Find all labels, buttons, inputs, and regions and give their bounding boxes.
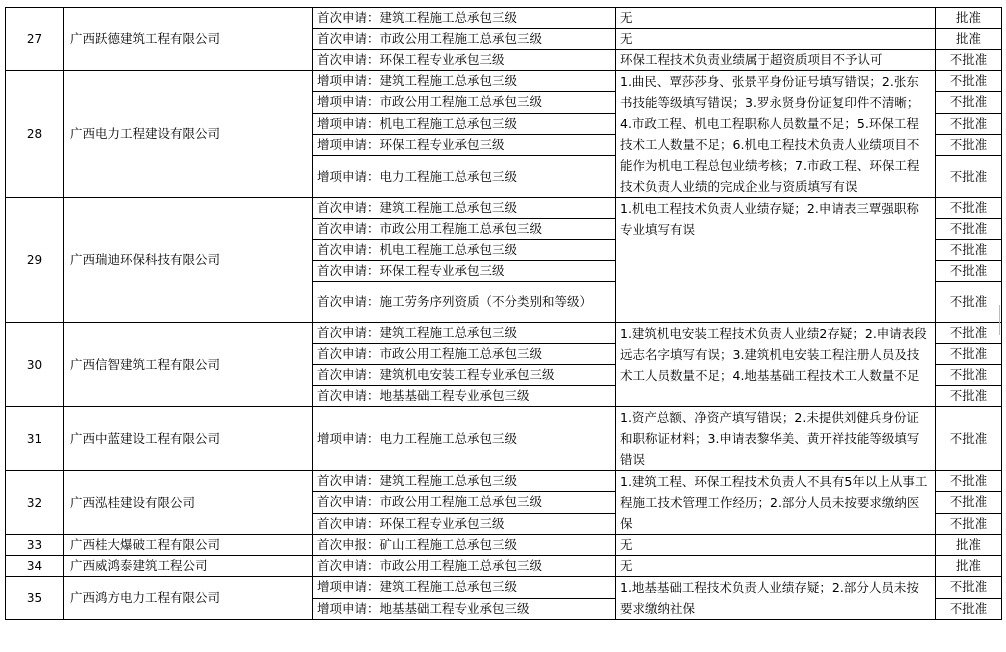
result-badge: 不批准 <box>936 134 1002 155</box>
application-item: 增项申请：建筑工程施工总承包三级 <box>313 577 616 599</box>
table-row <box>6 471 1002 492</box>
result-badge: 不批准 <box>936 323 1002 344</box>
application-item: 首次申请：机电工程施工总承包三级 <box>313 240 616 261</box>
application-item: 增项申请：地基基础工程专业承包三级 <box>313 598 616 620</box>
table-row <box>6 556 1002 577</box>
result-badge: 不批准 <box>936 598 1002 620</box>
row-number: 33 <box>6 535 64 556</box>
application-item: 增项申请：市政公用工程施工总承包三级 <box>313 92 616 113</box>
application-item: 首次申请：地基基础工程专业承包三级 <box>313 386 616 407</box>
row-number: 31 <box>6 407 64 471</box>
company-name: 广西跃德建筑工程有限公司 <box>64 8 313 71</box>
review-opinion: 1.地基基础工程技术负责人业绩存疑；2.部分人员未按要求缴纳社保 <box>616 577 936 620</box>
application-item: 首次申请：建筑机电安装工程专业承包三级 <box>313 365 616 386</box>
application-item: 增项申请：电力工程施工总承包三级 <box>313 407 616 471</box>
application-item: 首次申请：市政公用工程施工总承包三级 <box>313 556 616 577</box>
result-badge: 不批准 <box>936 219 1002 240</box>
application-item: 首次申请：环保工程专业承包三级 <box>313 50 616 71</box>
company-name: 广西泓桂建设有限公司 <box>64 471 313 535</box>
company-name: 广西中蓝建设工程有限公司 <box>64 407 313 471</box>
application-item: 首次申请：环保工程专业承包三级 <box>313 261 616 282</box>
application-item: 增项申请：建筑工程施工总承包三级 <box>313 71 616 92</box>
application-item: 首次申报：矿山工程施工总承包三级 <box>313 535 616 556</box>
result-badge: 不批准 <box>936 577 1002 599</box>
application-item: 首次申请：建筑工程施工总承包三级 <box>313 198 616 219</box>
application-item: 首次申请：市政公用工程施工总承包三级 <box>313 29 616 50</box>
review-opinion: 1.机电工程技术负责人业绩存疑；2.申请表三覃强职称专业填写有误 <box>616 198 936 323</box>
row-number: 30 <box>6 323 64 407</box>
application-item: 增项申请：机电工程施工总承包三级 <box>313 113 616 134</box>
row-number: 34 <box>6 556 64 577</box>
table-row <box>6 71 1002 92</box>
application-item: 增项申请：环保工程专业承包三级 <box>313 134 616 155</box>
row-number: 27 <box>6 8 64 71</box>
result-badge: 批准 <box>936 8 1002 29</box>
application-item: 首次申请：施工劳务序列资质（不分类别和等级） <box>313 282 616 323</box>
result-badge: 不批准 <box>936 365 1002 386</box>
table-row <box>6 577 1002 599</box>
result-badge: 不批准 <box>936 407 1002 471</box>
table-row <box>6 407 1002 471</box>
result-badge: 不批准 <box>936 282 1002 323</box>
result-badge: 批准 <box>936 29 1002 50</box>
review-opinion: 无 <box>616 8 936 29</box>
application-item: 首次申请：建筑工程施工总承包三级 <box>313 323 616 344</box>
result-badge: 不批准 <box>936 471 1002 492</box>
result-badge: 批准 <box>936 556 1002 577</box>
application-item: 增项申请：电力工程施工总承包三级 <box>313 156 616 198</box>
review-opinion: 1.建筑工程、环保工程技术负责人不具有5年以上从事工程施工技术管理工作经历；2.部分人员未按要求缴纳医保 <box>616 471 936 535</box>
company-name: 广西鸿方电力工程有限公司 <box>64 577 313 620</box>
company-name: 广西信智建筑工程有限公司 <box>64 323 313 407</box>
result-badge: 不批准 <box>936 386 1002 407</box>
approval-table <box>5 7 1002 620</box>
company-name: 广西电力工程建设有限公司 <box>64 71 313 198</box>
row-number: 35 <box>6 577 64 620</box>
table-row <box>6 8 1002 29</box>
row-number: 28 <box>6 71 64 198</box>
result-badge: 不批准 <box>936 50 1002 71</box>
result-badge: 不批准 <box>936 198 1002 219</box>
result-badge: 不批准 <box>936 71 1002 92</box>
company-name: 广西威鸿泰建筑工程公司 <box>64 556 313 577</box>
application-item: 首次申请：市政公用工程施工总承包三级 <box>313 344 616 365</box>
company-name: 广西桂大爆破工程有限公司 <box>64 535 313 556</box>
application-item: 首次申请：建筑工程施工总承包三级 <box>313 471 616 492</box>
review-opinion: 环保工程技术负责业绩属于超资质项目不予认可 <box>616 50 936 71</box>
result-badge: 不批准 <box>936 240 1002 261</box>
page-edge-mark <box>999 305 1006 335</box>
result-badge: 不批准 <box>936 513 1002 534</box>
result-badge: 不批准 <box>936 261 1002 282</box>
result-badge: 不批准 <box>936 492 1002 513</box>
application-item: 首次申请：建筑工程施工总承包三级 <box>313 8 616 29</box>
application-item: 首次申请：市政公用工程施工总承包三级 <box>313 219 616 240</box>
row-number: 32 <box>6 471 64 535</box>
table-row <box>6 535 1002 556</box>
review-opinion: 无 <box>616 535 936 556</box>
table-row <box>6 323 1002 344</box>
review-opinion: 1.建筑机电安装工程技术负责人业绩2存疑；2.申请表段远志名字填写有误；3.建筑机电安装工程注册人员及技术工人员数量不足；4.地基基础工程技术工人数量不足 <box>616 323 936 407</box>
approval-table-body <box>6 8 1002 620</box>
company-name: 广西瑞迪环保科技有限公司 <box>64 198 313 323</box>
row-number: 29 <box>6 198 64 323</box>
result-badge: 批准 <box>936 535 1002 556</box>
result-badge: 不批准 <box>936 113 1002 134</box>
review-opinion: 无 <box>616 556 936 577</box>
application-item: 首次申请：环保工程专业承包三级 <box>313 513 616 534</box>
result-badge: 不批准 <box>936 92 1002 113</box>
review-opinion: 1.资产总额、净资产填写错误；2.未提供刘健兵身份证和职称证材料；3.申请表黎华美、黄开祥技能等级填写错误 <box>616 407 936 471</box>
table-row <box>6 198 1002 219</box>
result-badge: 不批准 <box>936 344 1002 365</box>
review-opinion: 1.曲民、覃莎莎身、张景平身份证号填写错误；2.张东书技能等级填写错误；3.罗永贤身份证复印件不清晰；4.市政工程、机电工程职称人员数量不足；5.环保工程技术工人数量不足；6.机电工程技术负责人业绩项目不能作为机电工程总包业绩考核；7.市政工程、环保工程技术负责人业绩的完成企业与资质填写有误 <box>616 71 936 198</box>
application-item: 首次申请：市政公用工程施工总承包三级 <box>313 492 616 513</box>
result-badge: 不批准 <box>936 156 1002 198</box>
review-opinion: 无 <box>616 29 936 50</box>
